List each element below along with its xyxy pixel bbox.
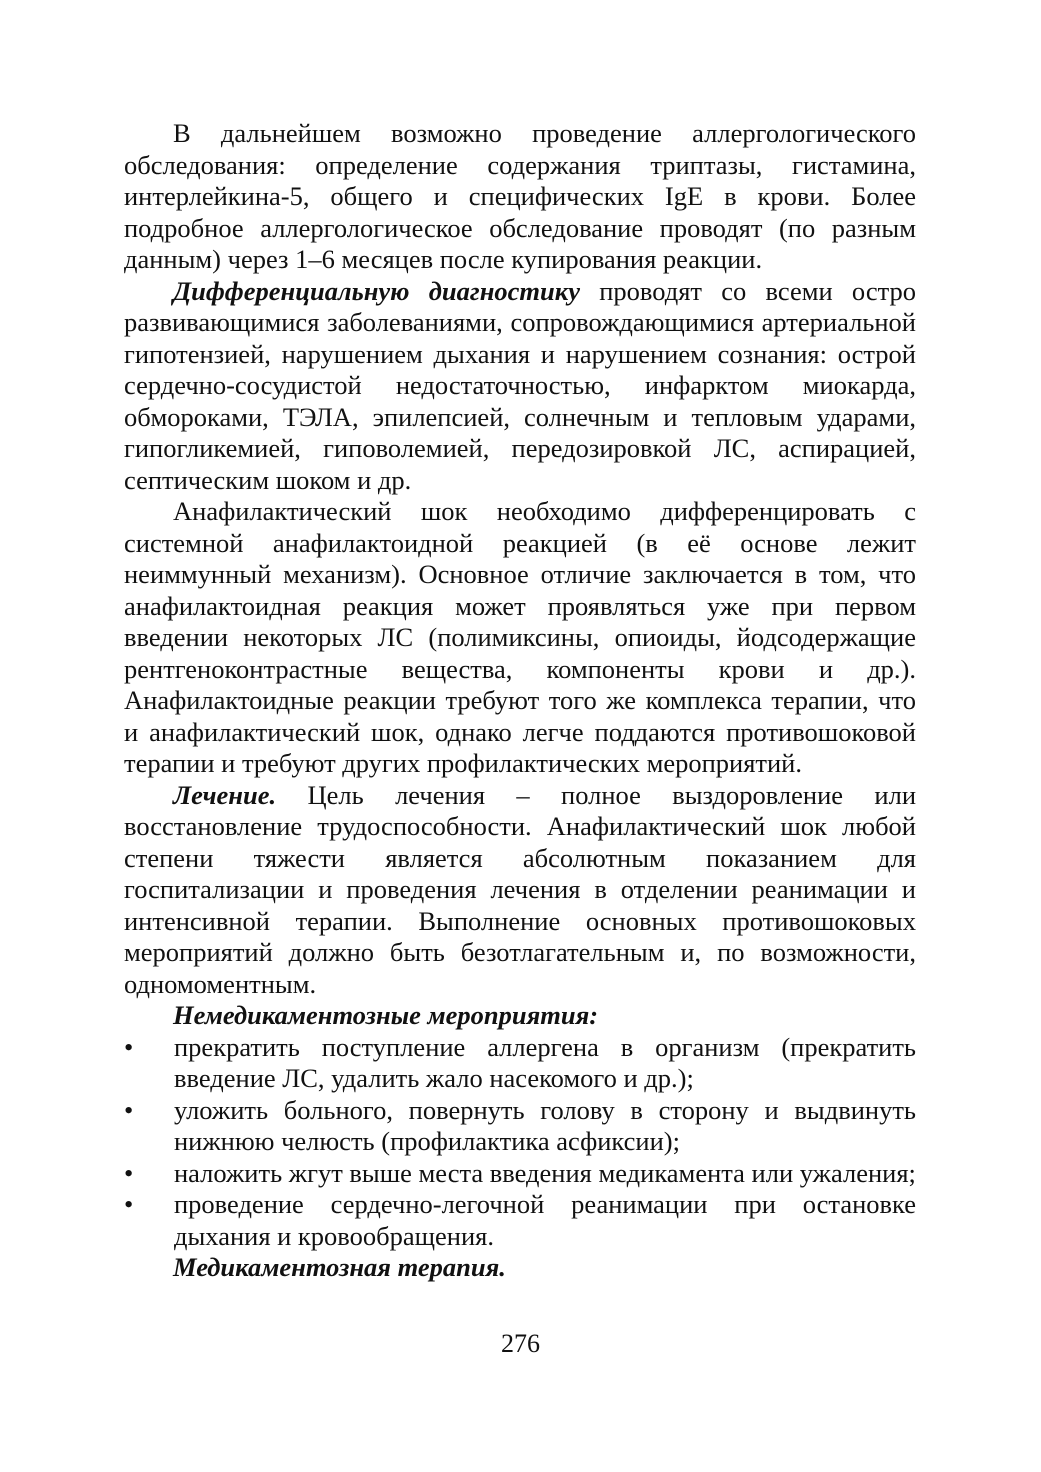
bullet-icon: •: [124, 1094, 134, 1125]
section-heading-non-drug: Немедикаментозные мероприятия:: [173, 1000, 599, 1030]
list-item: [124, 1158, 916, 1190]
paragraph-text: Анафилактический шок необходимо дифференцировать с системной анафилактоидной реакцией (в её основе лежит неиммунный механизм). Основное отличие заключается в том, что анафилактоидная реакция может проявляться уже при первом введении некоторых ЛС (полимиксины, опиоиды, йодсодержащие рентгеноконтрастные вещества, компоненты крови и др.). Анафилактоидные реакции требуют того же комплекса терапии, что и анафилактический шок, однако легче поддаются противошоковой терапии и требуют других профилактических мероприятий.: [124, 496, 916, 778]
page-number: 276: [501, 1329, 540, 1358]
paragraph-differential-diagnosis: [124, 276, 916, 497]
list-item-text: уложить больного, повернуть голову в сторону и выдвинуть нижнюю челюсть (профилактика асфиксии);: [174, 1094, 916, 1156]
list-item: [124, 1032, 916, 1095]
paragraph-treatment: [124, 780, 916, 1001]
paragraph-text: проводят со всеми остро развивающимися заболеваниями, сопровождающимися артериальной гипотензией, нарушением дыхания и нарушением сознания: острой сердечно-сосудистой недостаточностью, инфарктом миокарда, обмороками, ТЭЛА, эпилепсией, солнечным и тепловым ударами, гипогликемией, гиповолемией, передозировкой ЛС, аспирацией, септическим шоком и др.: [124, 275, 916, 495]
list-item-text: проведение сердечно-легочной реанимации при остановке дыхания и кровообращения.: [174, 1189, 916, 1251]
section-heading-drug-therapy: Медикаментозная терапия.: [173, 1252, 506, 1282]
paragraph-lead-term: Дифференциальную диагностику: [173, 275, 580, 306]
bullet-icon: •: [124, 1189, 134, 1219]
list-item-text: прекратить поступление аллергена в организм (прекратить введение ЛС, удалить жало насекомого и др.);: [174, 1031, 916, 1093]
bullet-icon: •: [124, 1031, 134, 1062]
paragraph-anaphylactoid-reaction: [124, 496, 916, 780]
paragraph-allergy-examination: [124, 118, 916, 276]
paragraph-text: Цель лечения – полное выздоровление или восстановление трудоспособности. Анафилактический шок любой степени тяжести является абсолютным показанием для госпитализации и проведения лечения в отделении реанимации и интенсивной терапии. Выполнение основных противошоковых мероприятий должно быть безотлагательным и, по возможности, одномоментным.: [124, 779, 916, 999]
paragraph-text: В дальнейшем возможно проведение аллергологического обследования: определение содержания триптазы, гистамина, интерлейкина-5, общего и специфических IgE в крови. Более подробное аллергологическое обследование проводят (по разным данным) через 1–6 месяцев после купирования реакции.: [124, 118, 916, 274]
bullet-icon: •: [124, 1157, 134, 1188]
page-body: [124, 118, 916, 1284]
list-item: [124, 1095, 916, 1158]
bullet-list-non-drug-measures: [124, 1032, 916, 1253]
list-item: [124, 1189, 916, 1252]
list-item-text: наложить жгут выше места введения медикамента или ужаления;: [174, 1157, 916, 1188]
paragraph-lead-term: Лечение.: [173, 779, 277, 810]
